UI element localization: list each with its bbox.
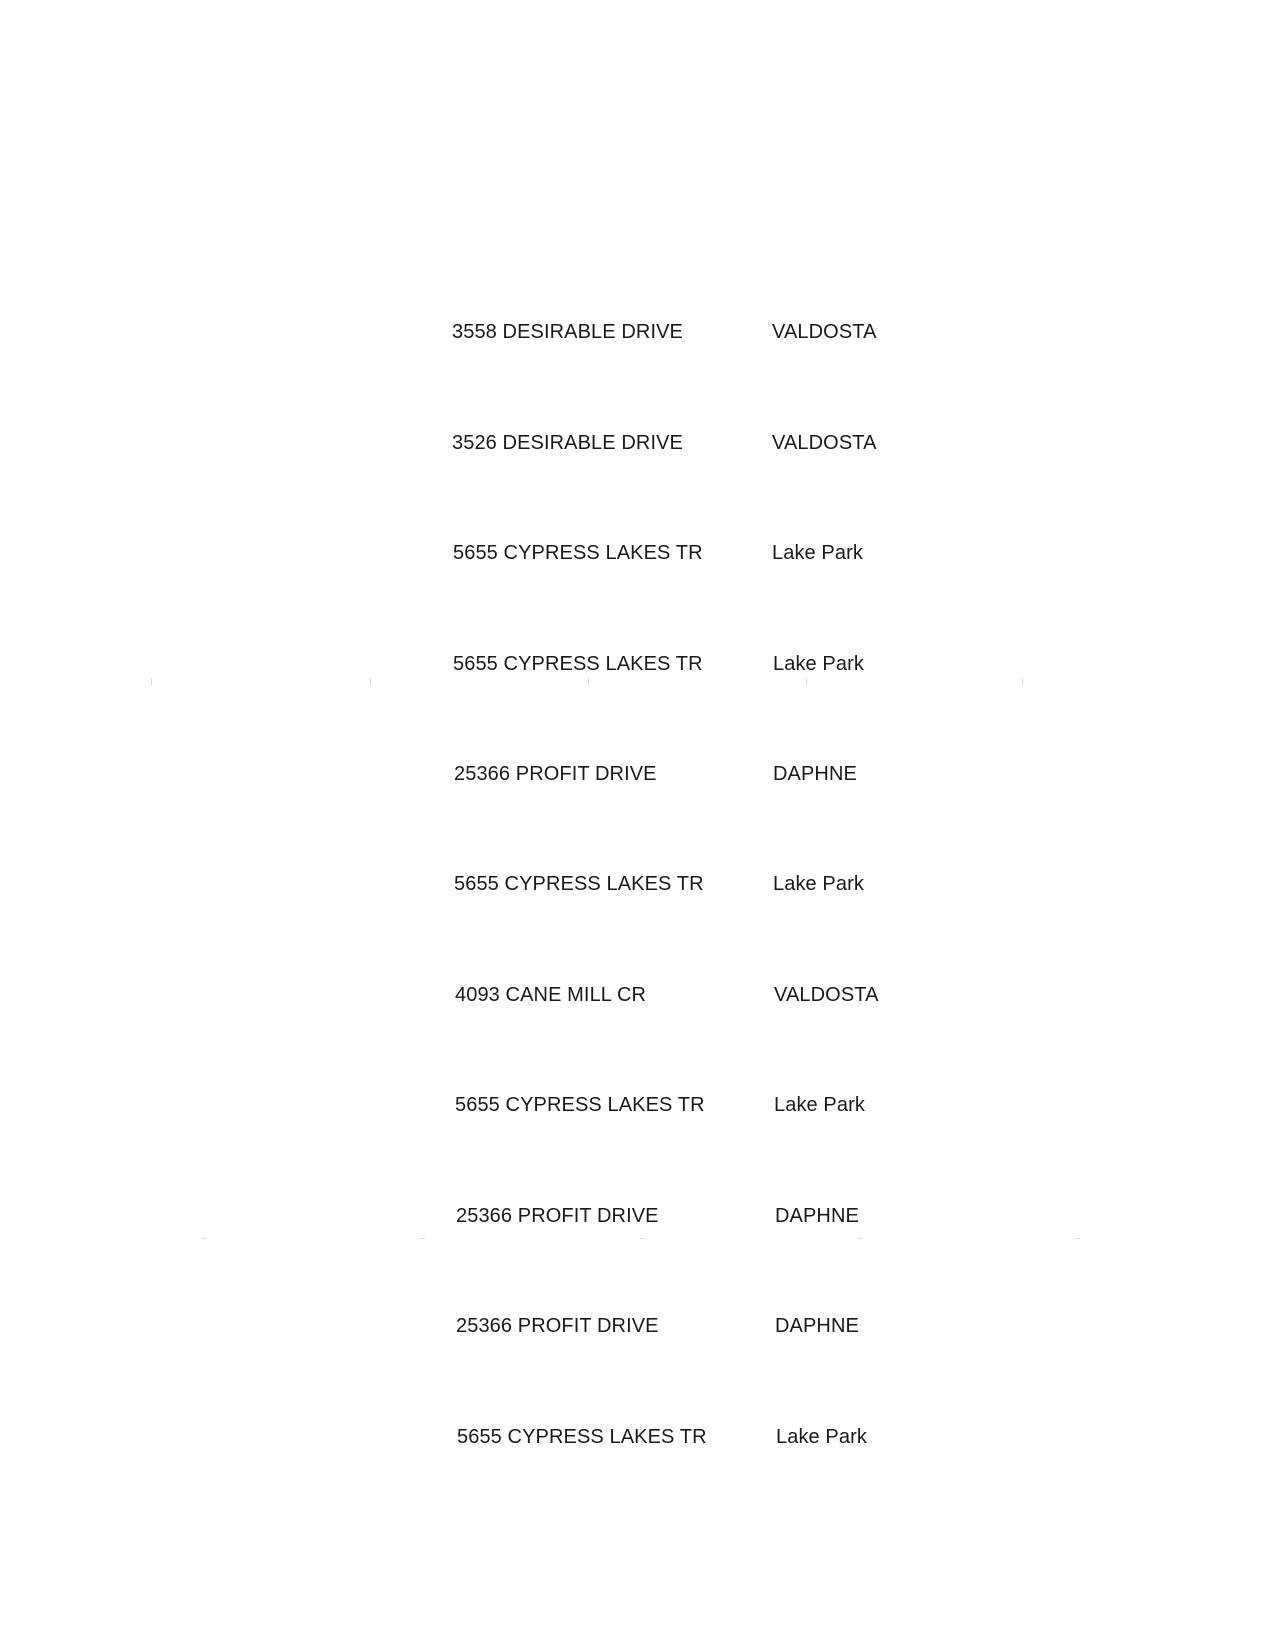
street-address: 25366 PROFIT DRIVE [456,1205,659,1227]
list-item [0,428,1275,458]
city-name: Lake Park [773,653,864,675]
list-item [0,980,1275,1010]
city-name: DAPHNE [773,763,857,785]
city-name: Lake Park [772,542,863,564]
city-name: DAPHNE [775,1205,859,1227]
city-name: VALDOSTA [772,432,877,454]
list-item [0,1201,1275,1231]
city-name: Lake Park [774,1094,865,1116]
city-name: VALDOSTA [772,321,877,343]
city-name: Lake Park [773,873,864,895]
street-address: 3526 DESIRABLE DRIVE [452,432,683,454]
street-address: 3558 DESIRABLE DRIVE [452,321,683,343]
street-address: 5655 CYPRESS LAKES TR [453,542,703,564]
street-address: 5655 CYPRESS LAKES TR [455,1094,705,1116]
street-address: 5655 CYPRESS LAKES TR [457,1426,707,1448]
city-name: Lake Park [776,1426,867,1448]
list-item [0,1422,1275,1452]
street-address: 4093 CANE MILL CR [455,984,647,1006]
list-item [0,649,1275,679]
list-item [0,759,1275,789]
list-item [0,538,1275,568]
street-address: 5655 CYPRESS LAKES TR [453,653,703,675]
street-address: 25366 PROFIT DRIVE [456,1315,659,1337]
street-address: 25366 PROFIT DRIVE [454,763,657,785]
list-item [0,317,1275,347]
list-item [0,869,1275,899]
list-item [0,1311,1275,1341]
list-item [0,1090,1275,1120]
city-name: DAPHNE [775,1315,859,1337]
city-name: VALDOSTA [774,984,879,1006]
street-address: 5655 CYPRESS LAKES TR [454,873,704,895]
